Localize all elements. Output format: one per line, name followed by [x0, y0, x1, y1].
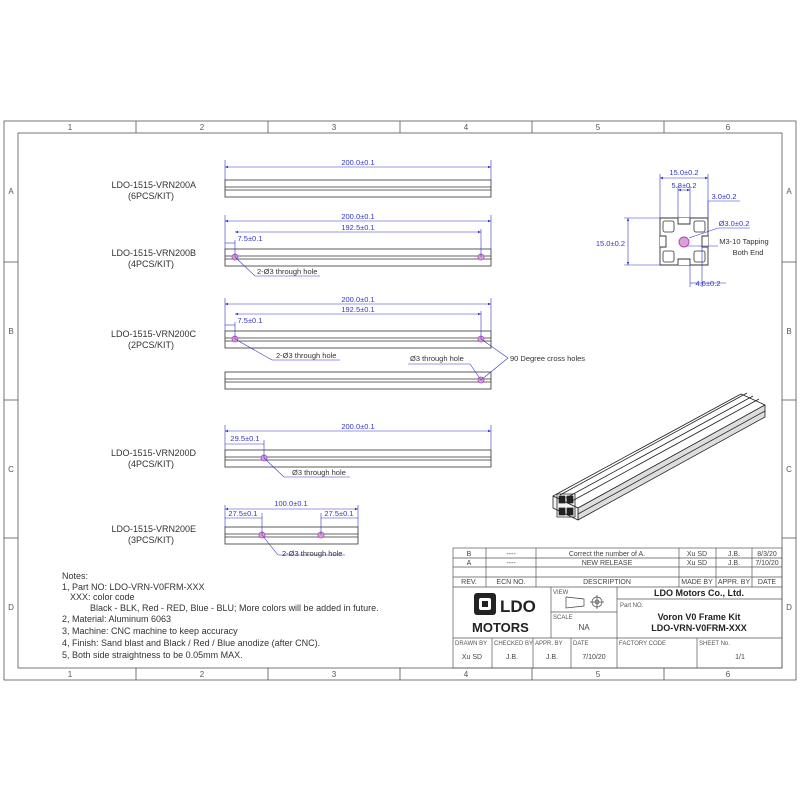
notes-line-5: 3, Machine: CNC machine to keep accuracy: [62, 626, 238, 636]
note-b-through-hole: 2-Ø3 through hole: [257, 267, 318, 276]
note-c-through-hole: 2-Ø3 through hole: [276, 351, 337, 360]
grid-col-4-top: 4: [463, 123, 469, 132]
rev-a-rev: A: [466, 560, 472, 567]
rev-b-ecn: ----: [506, 551, 516, 558]
grid-row-d-left: D: [8, 603, 14, 612]
grid-col-3-top: 3: [331, 123, 337, 132]
notes-title: Notes:: [62, 571, 89, 581]
grid-row-c-left: C: [8, 465, 14, 474]
scale-value: NA: [578, 623, 590, 632]
part-no-label: Part NO.: [620, 603, 644, 609]
rev-a-date: 7/10/20: [755, 560, 779, 567]
isometric-extrusion-view: [553, 393, 765, 520]
rev-a-made: Xu SD: [686, 560, 708, 567]
section-slot: 5.8±0.2: [671, 181, 697, 190]
rev-header-made: MADE BY: [681, 579, 713, 586]
grid-col-6-top: 6: [725, 123, 731, 132]
dim-d-offset: 29.5±0.1: [230, 434, 260, 443]
rev-a-appr: J.B.: [727, 560, 741, 567]
part-e-qty: (3PCS/KIT): [127, 535, 174, 545]
drawn-by-label: DRAWN BY: [455, 641, 488, 647]
scale-label: SCALE: [553, 615, 573, 621]
dim-e-length: 100.0±0.1: [274, 499, 308, 508]
rev-b-appr: J.B.: [727, 551, 741, 558]
section-height: 15.0±0.2: [595, 239, 625, 248]
section-tap-both: Both End: [732, 248, 764, 257]
extrusion-e: [225, 527, 358, 544]
part-b-name: LDO-1515-VRN200B: [111, 248, 196, 258]
grid-col-2-top: 2: [199, 123, 205, 132]
grid-col-4-bottom: 4: [463, 670, 469, 679]
dim-b-hole-span: 192.5±0.1: [341, 223, 375, 232]
extrusion-b: [225, 249, 491, 266]
view-label: VIEW: [553, 590, 569, 596]
section-bore: Ø3.0±0.2: [718, 219, 750, 228]
grid-row-a-right: A: [786, 187, 792, 196]
grid-col-3-bottom: 3: [331, 670, 337, 679]
drawn-by-value: Xu SD: [461, 654, 483, 661]
rev-header-desc: DESCRIPTION: [583, 579, 631, 586]
grid-col-1-bottom: 1: [67, 670, 73, 679]
grid-col-5-bottom: 5: [595, 670, 601, 679]
section-width: 15.0±0.2: [669, 168, 699, 177]
extrusion-cross-section: [660, 218, 708, 265]
grid-row-b-right: B: [786, 327, 792, 336]
dim-e-left: 27.5±0.1: [228, 509, 258, 518]
rev-header-date: DATE: [757, 579, 777, 586]
rev-header-ecn: ECN NO.: [496, 579, 526, 586]
grid-col-5-top: 5: [595, 123, 601, 132]
logo-text-ldo: LDO: [500, 597, 536, 616]
dim-c-hole-span: 192.5±0.1: [341, 305, 375, 314]
sheet-no-value: 1/1: [735, 654, 745, 661]
notes-line-3: Black - BLK, Red - RED, Blue - BLU; More colors will be added in future.: [90, 603, 379, 613]
dim-b-length: 200.0±0.1: [341, 212, 375, 221]
dim-d-length: 200.0±0.1: [341, 422, 375, 431]
rev-b-made: Xu SD: [686, 551, 708, 558]
company-name: LDO Motors Co., Ltd.: [654, 588, 744, 598]
rev-a-ecn: ----: [506, 560, 516, 567]
ldo-motors-logo: [472, 593, 536, 635]
drawing-title: Voron V0 Frame Kit: [657, 612, 741, 622]
date-label: DATE: [573, 641, 589, 647]
checked-by-value: J.B.: [505, 654, 519, 661]
grid-col-2-bottom: 2: [199, 670, 205, 679]
sheet-no-label: SHEET No.: [699, 641, 730, 647]
rev-a-desc: NEW RELEASE: [581, 560, 633, 567]
dim-a-length: 200.0±0.1: [341, 158, 375, 167]
note-e-through-hole: 2-Ø3 through hole: [282, 549, 343, 558]
grid-row-b-left: B: [8, 327, 14, 336]
part-c-qty: (2PCS/KIT): [127, 340, 174, 350]
part-d-qty: (4PCS/KIT): [127, 459, 174, 469]
approved-by-label: APPR. BY: [535, 641, 563, 647]
extrusion-a: [225, 180, 491, 197]
extrusion-c-side: [225, 372, 491, 389]
note-c-cross-hole: Ø3 through hole: [410, 354, 464, 363]
rev-b-date: 8/3/20: [757, 551, 777, 558]
dim-e-right: 27.5±0.1: [324, 509, 354, 518]
logo-text-motors: MOTORS: [472, 620, 529, 635]
part-a-qty: (6PCS/KIT): [127, 191, 174, 201]
notes-line-1: 1, Part NO: LDO-VRN-V0FRM-XXX: [62, 582, 205, 592]
projection-symbol: [566, 595, 604, 609]
notes-line-2: XXX: color code: [70, 592, 135, 602]
part-e-name: LDO-1515-VRN200E: [111, 524, 196, 534]
part-b-qty: (4PCS/KIT): [127, 259, 174, 269]
section-wall: 3.0±0.2: [711, 192, 737, 201]
grid-col-6-bottom: 6: [725, 670, 731, 679]
part-a-name: LDO-1515-VRN200A: [111, 180, 196, 190]
notes-line-7: 5, Both side straightness to be 0.05mm MAX.: [62, 650, 243, 660]
factory-code-label: FACTORY CODE: [619, 641, 667, 647]
grid-row-a-left: A: [8, 187, 14, 196]
grid-col-1-top: 1: [67, 123, 73, 132]
notes-line-4: 2, Material: Aluminum 6063: [62, 614, 172, 624]
section-lip: 4.6±0.2: [695, 279, 721, 288]
rev-header-appr: APPR. BY: [717, 579, 751, 586]
note-d-through-hole: Ø3 through hole: [292, 468, 346, 477]
rev-header-rev: REV.: [461, 579, 477, 586]
part-c-name: LDO-1515-VRN200C: [110, 329, 196, 339]
date-value: 7/10/20: [582, 654, 606, 661]
drawing-part-no: LDO-VRN-V0FRM-XXX: [651, 623, 747, 633]
grid-row-c-right: C: [786, 465, 792, 474]
dim-c-offset: 7.5±0.1: [237, 316, 263, 325]
checked-by-label: CHECKED BY: [494, 641, 534, 647]
section-tap: M3-10 Tapping: [719, 237, 769, 246]
dim-c-length: 200.0±0.1: [341, 295, 375, 304]
grid-row-d-right: D: [786, 603, 792, 612]
approved-by-value: J.B.: [545, 654, 559, 661]
rev-b-desc: Correct the number of A.: [568, 551, 646, 558]
rev-b-rev: B: [466, 551, 472, 558]
extrusion-c-top: [225, 331, 491, 348]
note-c-cross-label: 90 Degree cross holes: [510, 354, 586, 363]
notes-line-6: 4, Finish: Sand blast and Black / Red / Blue anodize (after CNC).: [62, 638, 321, 648]
part-d-name: LDO-1515-VRN200D: [110, 448, 196, 458]
dim-b-offset: 7.5±0.1: [237, 234, 263, 243]
